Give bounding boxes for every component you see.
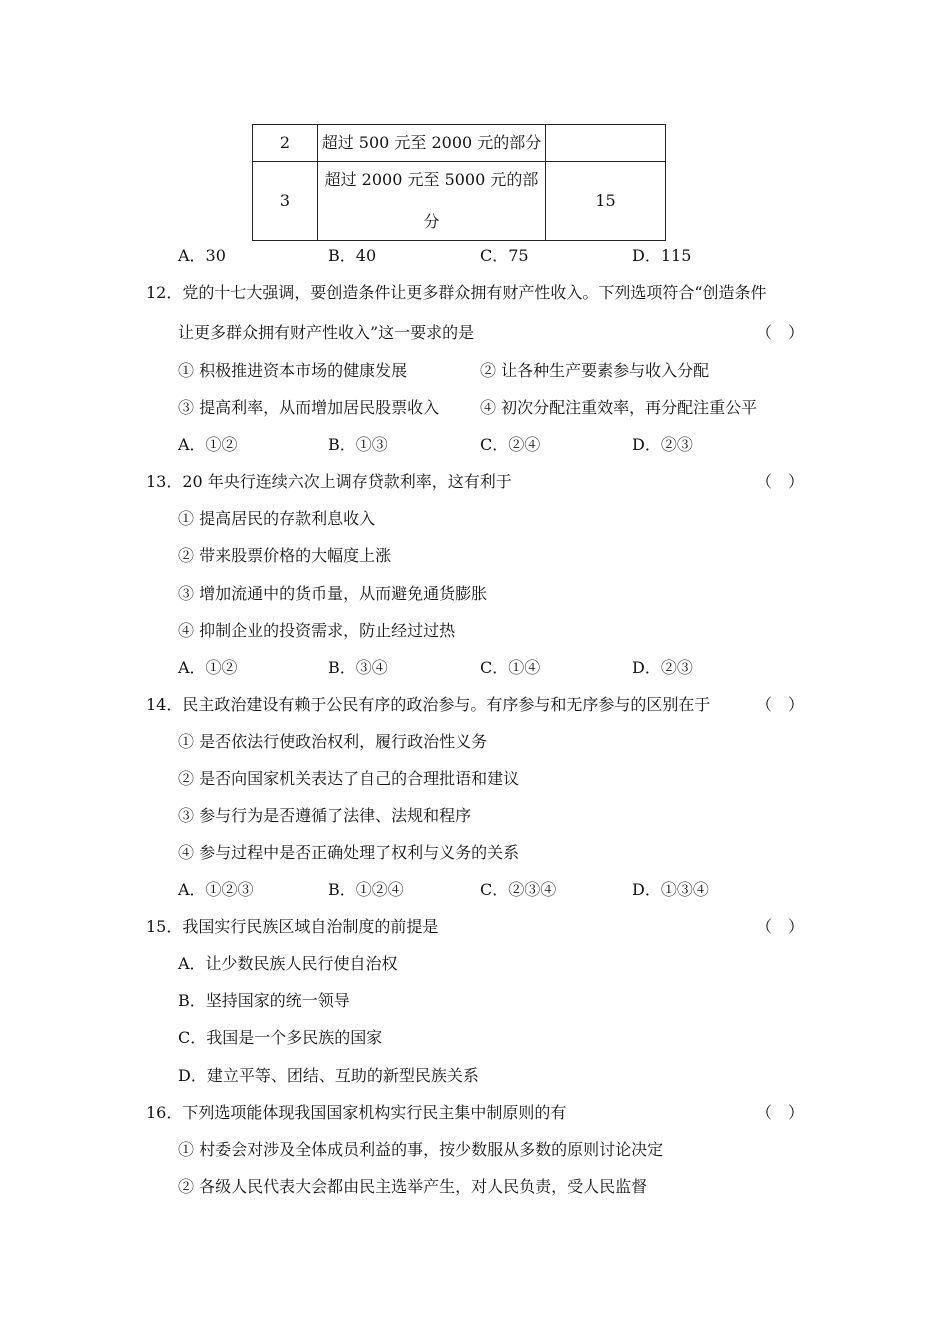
q14-item-1: ① 是否依法行使政治权利，履行政治性义务 bbox=[178, 732, 488, 751]
q12-option-d: D．②③ bbox=[632, 435, 693, 454]
q13-option-d: D．②③ bbox=[632, 658, 693, 677]
q14-stem: 14．民主政治建设有赖于公民有序的政治参与。有序参与和无序参与的区别在于 bbox=[146, 695, 711, 714]
q12-item-3: ③ 提高利率，从而增加居民股票收入 bbox=[178, 398, 440, 417]
q15-option-b: B．坚持国家的统一领导 bbox=[178, 991, 350, 1010]
table-cell-level: 3 bbox=[253, 162, 318, 241]
q13-item-2: ② 带来股票价格的大幅度上涨 bbox=[178, 546, 392, 565]
q15-answer-paren: （ ） bbox=[756, 917, 805, 936]
q12-item-1: ① 积极推进资本市场的健康发展 bbox=[178, 361, 408, 380]
q15-stem: 15．我国实行民族区域自治制度的前提是 bbox=[146, 917, 439, 936]
q14-item-2: ② 是否向国家机关表达了自己的合理批语和建议 bbox=[178, 769, 520, 788]
table-cell-range-line: 超过 2000 元至 5000 元的部 bbox=[324, 170, 539, 189]
table-cell-rate: 15 bbox=[546, 162, 666, 241]
q13-answer-paren: （ ） bbox=[756, 472, 805, 491]
table-cell-range bbox=[318, 162, 546, 241]
q16-item-2: ② 各级人民代表大会都由民主选举产生，对人民负责，受人民监督 bbox=[178, 1177, 648, 1196]
q13-option-a: A．①② bbox=[178, 658, 238, 677]
q15-option-d: D．建立平等、团结、互助的新型民族关系 bbox=[178, 1066, 479, 1085]
q14-option-b: B．①②④ bbox=[328, 880, 404, 899]
q12-stem-line1: 12．党的十七大强调，要创造条件让更多群众拥有财产性收入。下列选项符合“创造条件 bbox=[146, 283, 767, 302]
table-row bbox=[253, 125, 666, 162]
q15-option-a: A．让少数民族人民行使自治权 bbox=[178, 954, 398, 973]
q14-item-3: ③ 参与行为是否遵循了法律、法规和程序 bbox=[178, 806, 472, 825]
tax-rate-table bbox=[252, 124, 666, 241]
q12-item-4: ④ 初次分配注重效率，再分配注重公平 bbox=[480, 398, 758, 417]
q11-option-b: B．40 bbox=[328, 246, 377, 265]
q14-item-4: ④ 参与过程中是否正确处理了权利与义务的关系 bbox=[178, 843, 520, 862]
q16-answer-paren: （ ） bbox=[756, 1103, 805, 1122]
q12-answer-paren: （ ） bbox=[756, 323, 805, 342]
q12-stem-line2: 让更多群众拥有财产性收入”这一要求的是 bbox=[178, 323, 475, 342]
table-cell-range: 超过 500 元至 2000 元的部分 bbox=[318, 125, 546, 162]
q11-option-d: D．115 bbox=[632, 246, 692, 265]
q12-option-a: A．①② bbox=[178, 435, 238, 454]
q12-option-c: C．②④ bbox=[480, 435, 541, 454]
q12-option-b: B．①③ bbox=[328, 435, 388, 454]
q11-option-c: C．75 bbox=[480, 246, 529, 265]
q14-option-c: C．②③④ bbox=[480, 880, 557, 899]
table-cell-level: 2 bbox=[253, 125, 318, 162]
q15-option-c: C．我国是一个多民族的国家 bbox=[178, 1028, 383, 1047]
q14-option-d: D．①③④ bbox=[632, 880, 709, 899]
q13-item-3: ③ 增加流通中的货币量，从而避免通货膨胀 bbox=[178, 584, 488, 603]
q13-item-4: ④ 抑制企业的投资需求，防止经过过热 bbox=[178, 621, 456, 640]
q16-stem: 16．下列选项能体现我国国家机构实行民主集中制原则的有 bbox=[146, 1103, 567, 1122]
table-cell-rate bbox=[546, 125, 666, 162]
q14-option-a: A．①②③ bbox=[178, 880, 254, 899]
table-row bbox=[253, 162, 666, 241]
q13-stem: 13．20 年央行连续六次上调存贷款利率，这有利于 bbox=[146, 472, 512, 491]
q16-item-1: ① 村委会对涉及全体成员利益的事，按少数服从多数的原则讨论决定 bbox=[178, 1140, 664, 1159]
q11-option-a: A．30 bbox=[178, 246, 226, 265]
q13-option-c: C．①④ bbox=[480, 658, 541, 677]
q12-item-2: ② 让各种生产要素参与收入分配 bbox=[480, 361, 710, 380]
table-cell-range-line: 分 bbox=[423, 212, 440, 231]
q13-option-b: B．③④ bbox=[328, 658, 388, 677]
q14-answer-paren: （ ） bbox=[756, 695, 805, 714]
q13-item-1: ① 提高居民的存款利息收入 bbox=[178, 509, 376, 528]
